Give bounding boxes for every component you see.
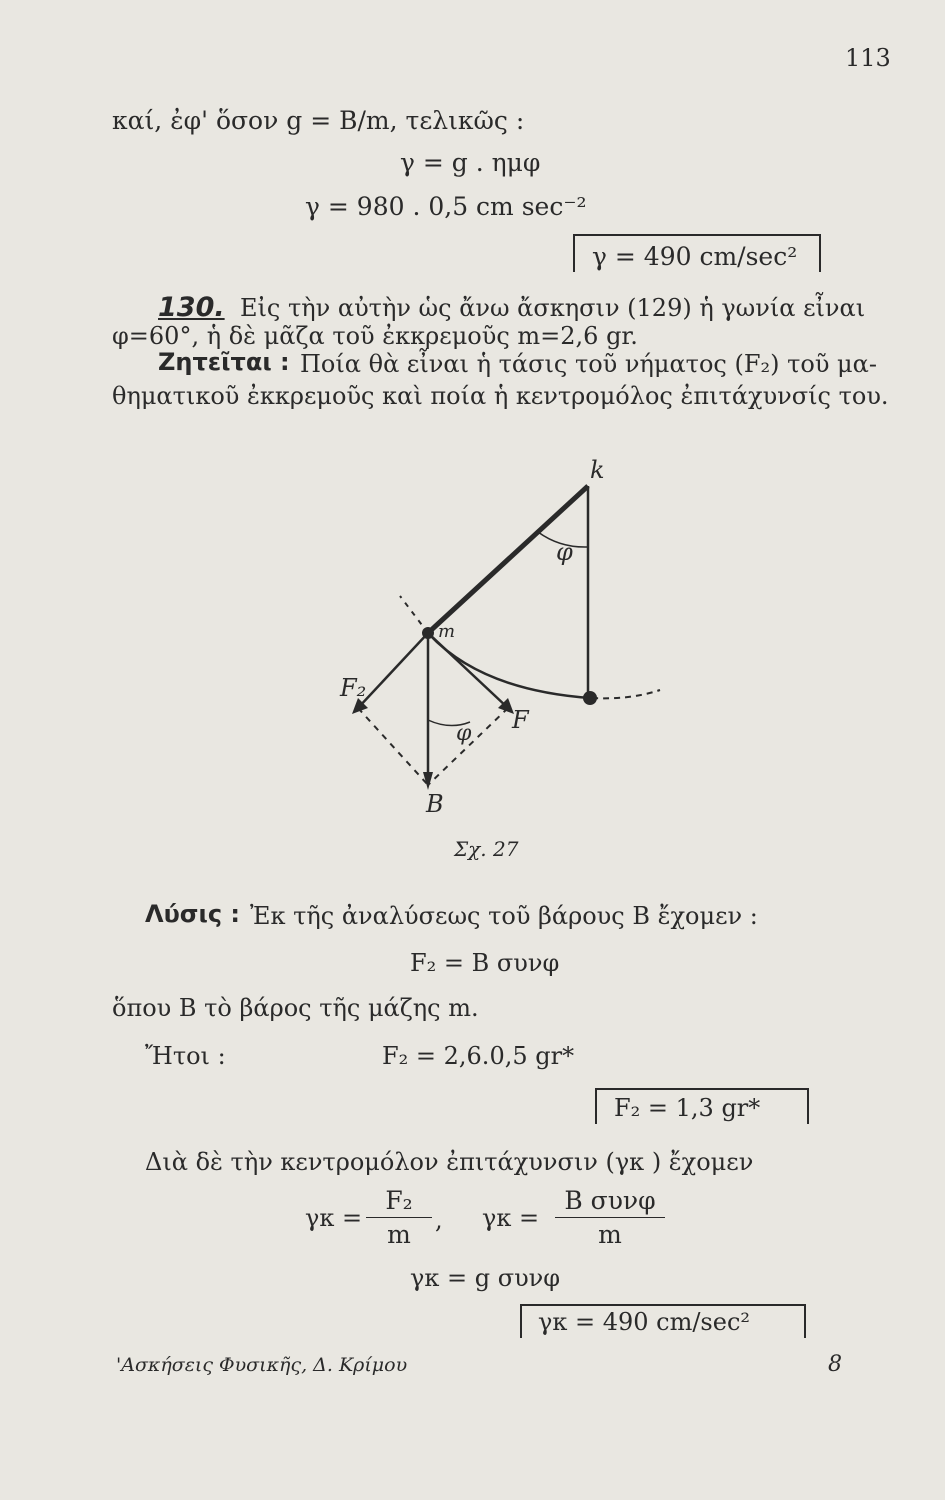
label-m: m <box>438 621 456 642</box>
fraction-1-numerator: F₂ <box>385 1186 413 1215</box>
fraction-1-denominator: m <box>387 1220 411 1249</box>
frac1-lhs: γκ = <box>305 1204 363 1232</box>
f1-vector <box>428 633 508 708</box>
sought-text-2: θηματικοῦ ἐκκρεμοῦς καὶ ποία ἡ κεντρομόλος ἐπιτάχυνσίς του. <box>112 382 889 410</box>
label-phi-top: φ <box>556 538 573 566</box>
equation-1: γ = g . ημφ <box>400 148 541 177</box>
label-b: B <box>426 790 444 818</box>
arc-extension <box>592 690 660 698</box>
solution-equation-3: γκ = g συνφ <box>410 1264 561 1292</box>
solution-label: Λύσις : <box>145 900 241 928</box>
solution-equation-1: F₂ = Β συνφ <box>410 949 560 977</box>
fraction-2-denominator: m <box>598 1220 622 1249</box>
label-k: k <box>590 456 605 484</box>
solution-etoi: Ἤτοι : <box>145 1042 226 1070</box>
string-extension <box>400 596 428 633</box>
bob-bottom <box>583 691 597 705</box>
solution-line-2: ὅπου Β τὸ βάρος τῆς μάζης m. <box>112 994 479 1022</box>
problem-number: 130. <box>158 292 225 323</box>
label-phi-bottom: φ <box>456 721 472 746</box>
f2-vector <box>358 633 428 708</box>
fraction-2 <box>555 1186 665 1249</box>
figure-caption: Σχ. 27 <box>454 837 519 861</box>
fraction-2-numerator: B συνφ <box>564 1186 656 1215</box>
solution-line-3: Διὰ δὲ τὴν κεντρομόλον ἐπιτάχυνσιν (γκ ) ἔχομεν <box>145 1148 754 1176</box>
pendulum-arc <box>428 633 590 698</box>
sought-text-1: Ποία θὰ εἶναι ἡ τάσις τοῦ νήματος (F₂) τοῦ μα- <box>300 350 877 378</box>
comma: , <box>435 1206 443 1234</box>
problem-text-1: Εἰς τὴν αὐτὴν ὡς ἄνω ἄσκησιν (129) ἡ γωνία εἶναι <box>240 294 866 322</box>
frac2-lhs: γκ = <box>482 1204 540 1232</box>
fraction-1 <box>366 1186 432 1249</box>
solution-equation-2: F₂ = 2,6.0,5 gr* <box>382 1042 575 1070</box>
dash-f1-to-b <box>428 708 508 785</box>
footer-left: 'Ασκήσεις Φυσικῆς, Δ. Κρίμου <box>116 1354 408 1376</box>
label-f2: F₂ <box>340 674 367 702</box>
page-number: 113 <box>845 44 891 72</box>
footer-right: 8 <box>828 1352 842 1377</box>
label-f1: F <box>512 706 529 734</box>
result-1: γ = 490 cm/sec² <box>592 242 798 271</box>
result-3: γκ = 490 cm/sec² <box>538 1308 751 1336</box>
problem-text-2: φ=60°, ἡ δὲ μᾶζα τοῦ ἐκκρεμοῦς m=2,6 gr. <box>112 322 638 350</box>
equation-2: γ = 980 . 0,5 cm sec⁻² <box>305 192 587 221</box>
sought-label: Ζητεῖται : <box>158 348 290 376</box>
solution-line-1: Ἐκ τῆς ἀναλύσεως τοῦ βάρους Β ἔχομεν : <box>250 902 758 930</box>
dash-f2-to-b <box>358 708 428 785</box>
result-2: F₂ = 1,3 gr* <box>614 1094 761 1122</box>
text-line-1: καί, ἐφ' ὅσον g = B/m, τελικῶς : <box>112 106 525 135</box>
